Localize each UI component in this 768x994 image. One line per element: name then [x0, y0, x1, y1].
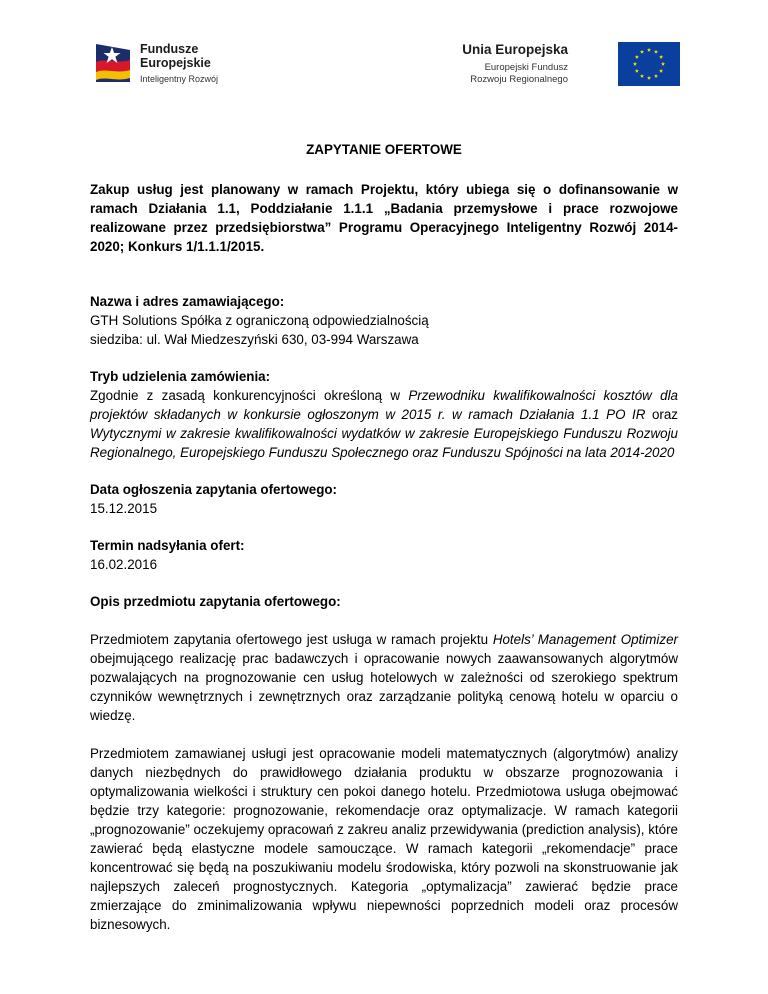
section-zamawiajacy	[90, 292, 678, 349]
fe-logo-line2: Europejskie	[140, 56, 211, 70]
fe-logo-line1: Fundusze	[140, 42, 199, 56]
zamawiajacy-address: siedziba: ul. Wał Miedzeszyński 630, 03-994 Warszawa	[90, 332, 419, 347]
document-body	[90, 140, 678, 953]
tryb-text	[90, 386, 678, 462]
opis-label: Opis przedmiotu zapytania ofertowego:	[90, 594, 341, 609]
termin-label: Termin nadsyłania ofert:	[90, 538, 245, 553]
opis-p1-c: obejmującego realizację prac badawczych i opracowanie nowych zaawansowanych algorytmów pozwalających na prognozowanie cen usług hotelowych w zależności od szerokiego spektrum czynników wewnętrznych i zewnętrznych oraz zarządzanie polityką cenową hotelu w oparciu o wiedzę.	[90, 651, 678, 723]
data-ogloszenia-label: Data ogłoszenia zapytania ofertowego:	[90, 482, 338, 497]
ue-logo-title: Unia Europejska	[462, 42, 568, 57]
section-termin	[90, 536, 678, 574]
opis-paragraph-2: Przedmiotem zamawianej usługi jest opracowanie modeli matematycznych (algorytmów) analizy danych niezbędnych do prawidłowego działania produktu w obszarze prognozowania i optymalizowania wielkości i struktury cen pokoi danego hotelu. Przedmiotowa usługa obejmować będzie trzy kategorie: prognozowanie, rekomendacje oraz optymalizacje. W ramach kategorii „prognozowanie” oczekujemy opracowań z zakreu analiz przewidywania (prediction analysis), które zawierać będą elastyczne modele samouczące. W ramach kategorii „rekomendacje” prace koncentrować się będą na poszukiwaniu modelu środowiska, który pozwoli na skonstruowanie jak najlepszych zaleceń prognostycznych. Kategoria „optymalizacja” zawierać będzie prace zmierzające do zminimalizowania wpływu niepewności poprzednich modeli oraz procesów biznesowych.	[90, 746, 678, 932]
opis-p1-a: Przedmiotem zapytania ofertowego jest usługa w ramach projektu	[90, 632, 493, 647]
eu-flag-icon	[618, 42, 680, 86]
ue-logo-sub2: Rozwoju Regionalnego	[470, 74, 568, 85]
tryb-text-d: Wytycznymi w zakresie kwalifikowalności wydatków w zakresie Europejskiego Funduszu Rozwoju Regionalnego, Europejskiego Funduszu Społecznego oraz Funduszu Spójności na lata 2014-2020	[90, 426, 678, 460]
zamawiajacy-name: GTH Solutions Spółka z ograniczoną odpowiedzialnością	[90, 313, 429, 328]
section-tryb	[90, 367, 678, 462]
fe-logo-subtitle: Inteligentny Rozwój	[140, 74, 219, 84]
tryb-text-a: Zgodnie z zasadą konkurencyjności określoną w	[90, 388, 409, 403]
tryb-label: Tryb udzielenia zamówienia:	[90, 369, 271, 384]
opis-p1-b: Hotels’ Management Optimizer	[492, 632, 678, 647]
zamawiajacy-label: Nazwa i adres zamawiającego:	[90, 294, 285, 309]
unia-europejska-logo	[462, 36, 680, 96]
document-title: ZAPYTANIE OFERTOWE	[306, 142, 462, 157]
fe-star-flag-icon	[92, 38, 136, 90]
ue-logo-sub1: Europejski Fundusz	[484, 62, 568, 73]
opis-paragraph-1	[90, 630, 678, 725]
intro-paragraph: Zakup usług jest planowany w ramach Projektu, który ubiega się o dofinansowanie w ramach Działania 1.1, Poddziałanie 1.1.1 „Badania przemysłowe i prace rozwojowe realizowane przez przedsiębiorstwa” Programu Operacyjnego Inteligentny Rozwój 2014-2020; Konkurs 1/1.1.1/2015.	[90, 182, 678, 254]
section-data-ogloszenia	[90, 480, 678, 518]
tryb-text-b: Przewodniku kwalifikowalności kosztów dla projektów składanych w konkursie ogłoszonym w 2015 r. w ramach Działania 1.1 PO IR	[90, 388, 678, 422]
tryb-text-c: oraz	[645, 407, 678, 422]
termin-value: 16.02.2016	[90, 557, 158, 572]
data-ogloszenia-value: 15.12.2015	[90, 501, 158, 516]
fundusze-europejskie-logo	[92, 36, 242, 96]
ue-logo-subtitle	[470, 62, 568, 86]
